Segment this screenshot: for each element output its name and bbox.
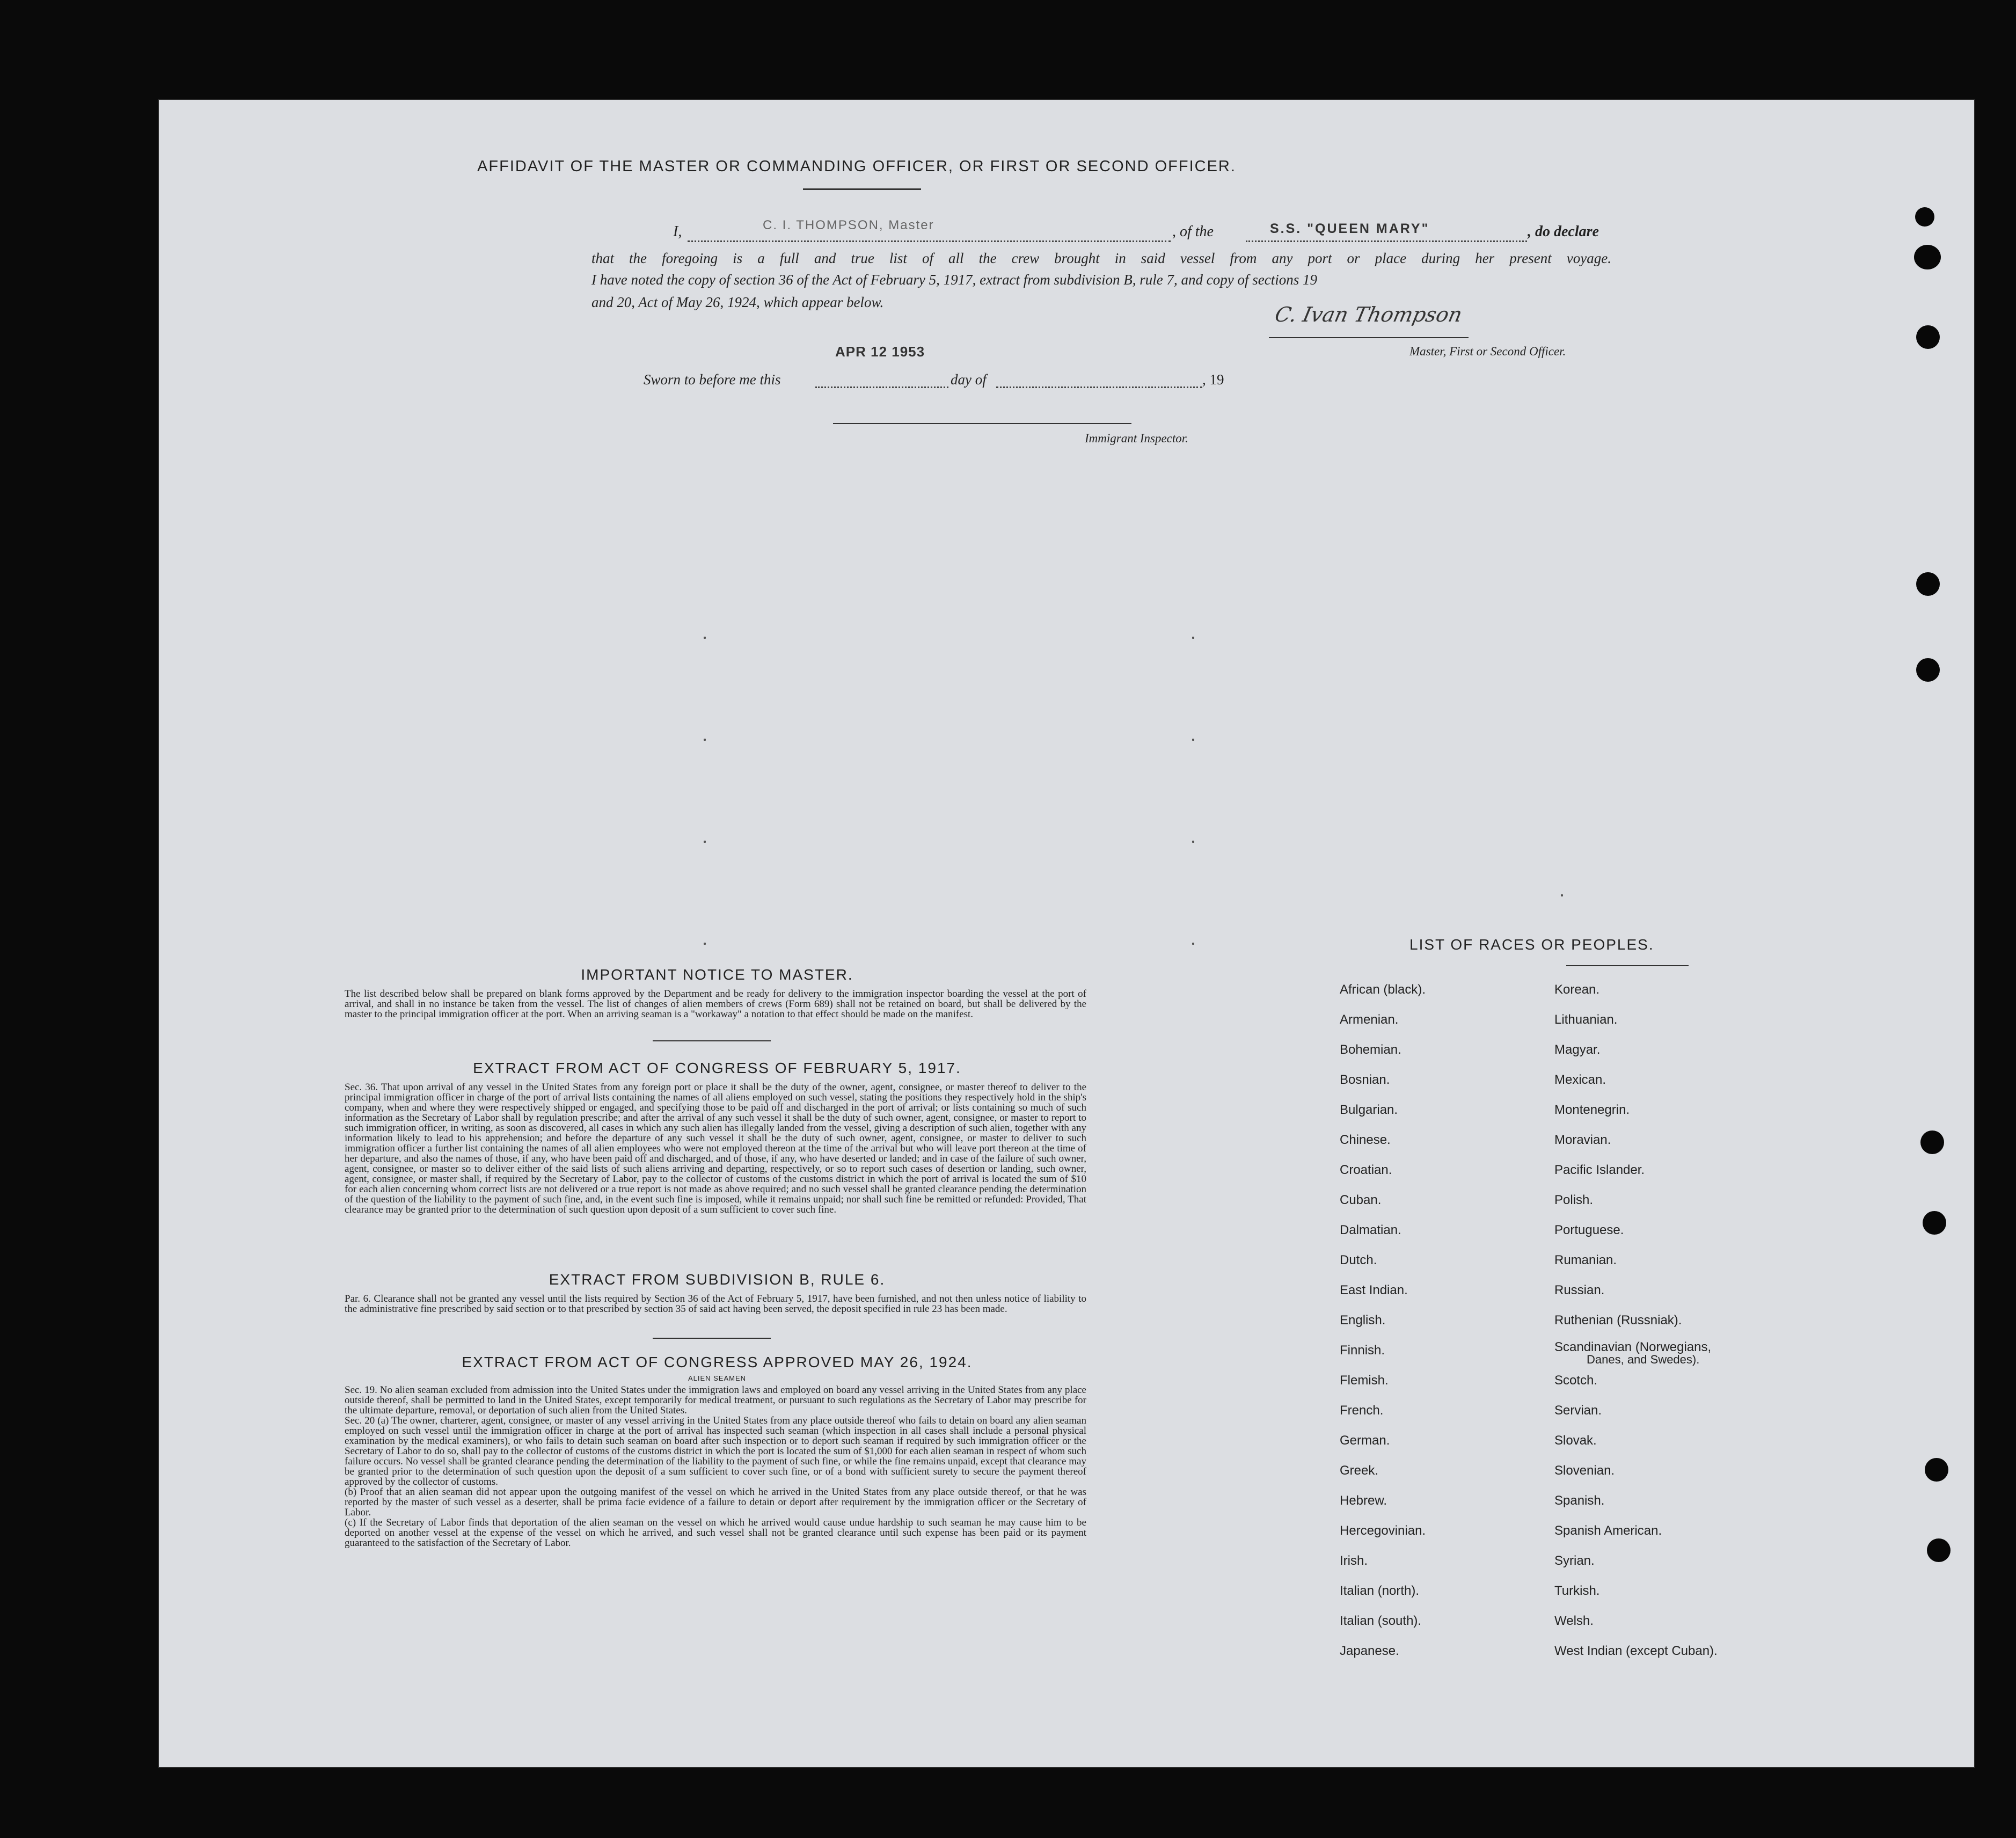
race-item: Spanish. bbox=[1554, 1493, 1605, 1508]
race-item: Syrian. bbox=[1554, 1553, 1595, 1568]
inspector-caption: Immigrant Inspector. bbox=[1085, 432, 1188, 445]
punch-hole-4 bbox=[1920, 1130, 1944, 1154]
race-item: Japanese. bbox=[1340, 1644, 1399, 1658]
extract-1924-subtitle: ALIEN SEAMEN bbox=[688, 1374, 747, 1382]
notice-text: The list described below shall be prepared on blank forms approved by the Department and be ready for delivery to the immigration inspector boarding the vessel at the port of arrival, and shall in no instance be taken from the vessel. The list of changes of alien members of crews (Form 689) shall not be retained on board, but shall be delivered by the master to the principal immigration officer at the port. When an arriving seaman is a "workaway" a notation to that effect should be made on the manifest. bbox=[345, 988, 1086, 1020]
race-item: Italian (north). bbox=[1340, 1584, 1420, 1598]
vessel-name-field: S.S. "QUEEN MARY" bbox=[1270, 221, 1430, 236]
race-item: Irish. bbox=[1340, 1553, 1368, 1568]
race-item: Russian. bbox=[1554, 1283, 1605, 1297]
section-20b: (b) Proof that an alien seaman did not appear upon the outgoing manifest of the vessel on which he arrived in the United States from any place outside thereof, or that he was reported by the master of such vessel as a deserter, shall be prima facie evidence of a failure to detain or deport after requirement by the immigration officer or the Secretary of Labor. bbox=[345, 1486, 1086, 1518]
affidavit-title: AFFIDAVIT OF THE MASTER OR COMMANDING OFFICER, OR FIRST OR SECOND OFFICER. bbox=[477, 158, 1236, 175]
race-item: Slovenian. bbox=[1554, 1463, 1615, 1478]
punch-hole-8 bbox=[1915, 207, 1934, 227]
race-item: Scandinavian (Norwegians, bbox=[1554, 1340, 1712, 1354]
race-item: Servian. bbox=[1554, 1403, 1602, 1418]
sworn-label: Sworn to before me this bbox=[644, 371, 781, 388]
race-item: Hebrew. bbox=[1340, 1493, 1387, 1508]
race-item-continuation: Danes, and Swedes). bbox=[1587, 1353, 1700, 1366]
race-item: Dalmatian. bbox=[1340, 1223, 1401, 1237]
race-item: Croatian. bbox=[1340, 1163, 1392, 1177]
extract-1924-sections bbox=[345, 1385, 1086, 1548]
race-item: Chinese. bbox=[1340, 1133, 1391, 1147]
extract-1924-title: EXTRACT FROM ACT OF CONGRESS APPROVED MAY 26, 1924. bbox=[462, 1354, 973, 1370]
punch-hole-1 bbox=[1916, 325, 1940, 349]
race-item: Scotch. bbox=[1554, 1373, 1598, 1388]
race-item: Korean. bbox=[1554, 982, 1600, 997]
race-item: English. bbox=[1340, 1313, 1386, 1328]
race-item: West Indian (except Cuban). bbox=[1554, 1644, 1718, 1658]
race-item: East Indian. bbox=[1340, 1283, 1408, 1297]
affidavit-body-line-3: and 20, Act of May 26, 1924, which appear below. bbox=[591, 294, 884, 310]
races-title: LIST OF RACES OR PEOPLES. bbox=[1409, 936, 1654, 953]
race-item: Mexican. bbox=[1554, 1073, 1606, 1087]
subdivision-text: Par. 6. Clearance shall not be granted any vessel until the lists required by Section 36 of the Act of February 5, 1917, have been furnished, and not then unless notice of liability to the administrative fine prescribed by said section or to that prescribed by section 35 of said act having been served, the deposit specified in rule 23 has been made. bbox=[345, 1293, 1086, 1315]
races-rule bbox=[1566, 965, 1689, 966]
sworn-month-line bbox=[996, 386, 1202, 388]
inspector-signature-line bbox=[833, 423, 1131, 424]
do-declare-label: , do declare bbox=[1528, 223, 1599, 240]
punch-hole-5 bbox=[1923, 1211, 1946, 1235]
race-item: Magyar. bbox=[1554, 1042, 1601, 1057]
signature-line bbox=[1269, 337, 1469, 338]
race-item: Lithuanian. bbox=[1554, 1012, 1618, 1027]
extract-1917-title: EXTRACT FROM ACT OF CONGRESS OF FEBRUARY 5, 1917. bbox=[473, 1060, 961, 1076]
document-page bbox=[159, 100, 1974, 1767]
race-item: Slovak. bbox=[1554, 1433, 1597, 1448]
race-item: Finnish. bbox=[1340, 1343, 1385, 1358]
race-item: Polish. bbox=[1554, 1193, 1594, 1207]
race-item: Armenian. bbox=[1340, 1012, 1399, 1027]
notice-rule bbox=[653, 1040, 771, 1041]
punch-hole-3 bbox=[1916, 658, 1940, 682]
race-item: Dutch. bbox=[1340, 1253, 1377, 1267]
punch-hole-6 bbox=[1925, 1458, 1948, 1482]
signature-caption: Master, First or Second Officer. bbox=[1409, 345, 1566, 358]
race-item: Bosnian. bbox=[1340, 1073, 1390, 1087]
subdivision-title: EXTRACT FROM SUBDIVISION B, RULE 6. bbox=[549, 1271, 886, 1288]
affidavit-body-line-1: that the foregoing is a full and true list of all the crew brought in said vessel from any port or place during her present voyage. bbox=[591, 250, 1611, 266]
race-item: Portuguese. bbox=[1554, 1223, 1624, 1237]
race-item: Hercegovinian. bbox=[1340, 1523, 1426, 1538]
date-stamp: APR 12 1953 bbox=[835, 344, 925, 360]
race-item: Spanish American. bbox=[1554, 1523, 1662, 1538]
affidavit-i-label: I, bbox=[673, 223, 682, 240]
punch-hole-2 bbox=[1916, 572, 1940, 596]
day-of-label: day of bbox=[951, 371, 987, 388]
race-item: Bulgarian. bbox=[1340, 1103, 1398, 1117]
punch-hole-9 bbox=[1914, 245, 1941, 269]
race-item: Montenegrin. bbox=[1554, 1103, 1630, 1117]
extract-1917-text: Sec. 36. That upon arrival of any vessel in the United States from any foreign port or place it shall be the duty of the owner, agent, consignee, or master thereof to deliver to the principal immigration officer in charge of the port of arrival lists containing the names of all aliens employed on such vessel, stating the positions they respectively hold in the ship's company, when and where they were respectively shipped or engaged, and specifying those to be paid off and discharged in the port of arrival; or lists containing so much of such information as the Secretary of Labor shall by regulation prescribe; and after the arrival of any such vessel it shall be the duty of such owner, agent, consignee, or master to report to such immigration officer, in writing, as soon as discovered, all cases in which any such alien has illegally landed from the vessel, giving a description of such alien, together with any information likely to lead to his apprehension; and before the departure of any such vessel it shall be the duty of such owner, agent, consignee, or master to deliver to such immigration officer a further list containing the names of all alien employees who were not employed thereon at the time of the arrival but who will leave port thereon at the time of her departure, and also the names of those, if any, who have been paid off and discharged, and of those, if any, who have deserted or landed; and in case of the failure of such owner, agent, consignee, or master so to deliver either of the said lists of such aliens arriving and departing, respectively, or so to report such cases of desertion or landing, such owner, agent, consignee, or master shall, if required by the Secretary of Labor, pay to the collector of customs of the customs district in which the port of arrival is located the sum of $10 for each alien concerning whom correct lists are not delivered or a true report is not made as above required; and no such vessel shall be granted clearance pending the determination of the question of the liability to the payment of such fine, and, in the event such fine is imposed, while it remains unpaid; nor shall such fine be remitted or refunded: Provided, That clearance may be granted prior to the determination of such question upon deposit of a sum sufficient to cover such fine. bbox=[345, 1082, 1086, 1215]
race-item: Pacific Islander. bbox=[1554, 1163, 1645, 1177]
year-label: , 19 bbox=[1202, 371, 1224, 388]
vessel-name-line bbox=[1246, 240, 1527, 242]
race-item: Moravian. bbox=[1554, 1133, 1611, 1147]
race-item: German. bbox=[1340, 1433, 1390, 1448]
subdivision-rule bbox=[653, 1338, 771, 1339]
race-item: Italian (south). bbox=[1340, 1614, 1422, 1628]
notice-title: IMPORTANT NOTICE TO MASTER. bbox=[581, 966, 853, 983]
master-name-field: C. I. THOMPSON, Master bbox=[763, 218, 934, 232]
race-item: African (black). bbox=[1340, 982, 1426, 997]
race-item: Welsh. bbox=[1554, 1614, 1594, 1628]
race-item: Ruthenian (Russniak). bbox=[1554, 1313, 1682, 1328]
punch-hole-7 bbox=[1927, 1538, 1951, 1562]
race-item: Turkish. bbox=[1554, 1584, 1600, 1598]
section-19: Sec. 19. No alien seaman excluded from admission into the United States under the immigration laws and employed on board any vessel arriving in the United States from any place outside thereof, shall be permitted to land in the United States, except temporarily for medical treatment, or pursuant to such regulations as the Secretary of Labor may prescribe for the ultimate departure, removal, or deportation of such alien from the United States. bbox=[345, 1384, 1086, 1416]
section-20a: Sec. 20 (a) The owner, charterer, agent, consignee, or master of any vessel arriving in the United States from any place outside thereof who fails to detain on board any alien seaman employed on such vessel until the immigration officer in charge at the port of arrival has inspected such seaman (which inspection in all cases shall include a personal physical examination by the medical examiners), or who fails to detain such seaman on board after such inspection or to deport such seaman if required by such immigration officer or the Secretary of Labor to do so, shall pay to the collector of customs of the customs district in which the port is located the sum of $1,000 for each alien seaman in respect of whom such failure occurs. No vessel shall be granted clearance pending the determination of the liability to the payment of such fine, or while the fine remains unpaid, except that clearance may be granted prior to the determination of such question upon the deposit of a sum sufficient to cover such fine, or of a bond with sufficient surety to secure the payment thereof approved by the collector of customs. bbox=[345, 1415, 1086, 1487]
affidavit-body-line-2: I have noted the copy of section 36 of the Act of February 5, 1917, extract from subdivision B, rule 7, and copy of sections 19 bbox=[591, 272, 1317, 288]
race-item: Greek. bbox=[1340, 1463, 1379, 1478]
race-item: Rumanian. bbox=[1554, 1253, 1617, 1267]
race-item: Flemish. bbox=[1340, 1373, 1389, 1388]
race-item: Bohemian. bbox=[1340, 1042, 1401, 1057]
affidavit-title-rule bbox=[803, 188, 921, 190]
master-name-line bbox=[688, 240, 1171, 242]
sworn-day-line bbox=[815, 386, 948, 388]
section-20c: (c) If the Secretary of Labor finds that deportation of the alien seaman on the vessel on which he arrived would cause undue hardship to such seaman he may cause him to be deported on another vessel at the expense of the vessel on which he arrived, and such vessel shall not be granted clearance until such expense has been paid or its payment guaranteed to the satisfaction of the Secretary of Labor. bbox=[345, 1517, 1086, 1549]
race-item: French. bbox=[1340, 1403, 1384, 1418]
of-the-label: , of the bbox=[1172, 223, 1214, 240]
master-signature: C. Ivan Thompson bbox=[1273, 303, 1465, 326]
race-item: Cuban. bbox=[1340, 1193, 1382, 1207]
